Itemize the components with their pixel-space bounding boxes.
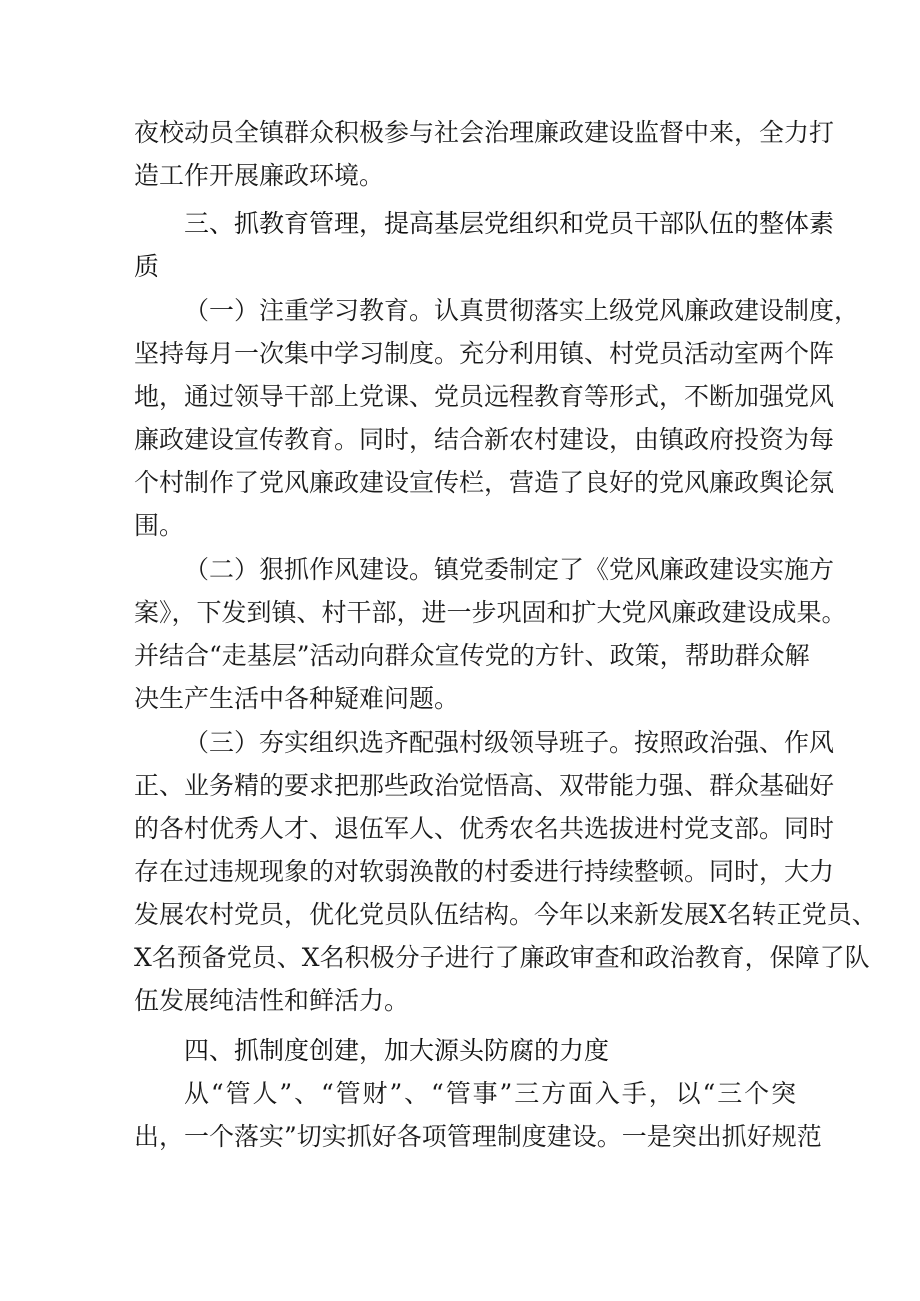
- paragraph-2-line-2: 案》，下发到镇、村干部，进一步巩固和扩大党风廉政建设成果。: [134, 598, 847, 627]
- paragraph-1-line-1: （一）注重学习教育。认真贯彻落实上级党风廉政建设制度，: [184, 296, 860, 325]
- paragraph-3-line-7: 伍发展纯洁性和鲜活力。: [134, 986, 410, 1015]
- paragraph-3-line-2: 正、业务精的要求把那些政治觉悟高、双带能力强、群众基础好: [134, 771, 835, 800]
- paragraph-3-line-1: （三）夯实组织选齐配强村级领导班子。按照政治强、作风: [184, 728, 835, 757]
- paragraph-3-line-3: 的各村优秀人才、退伍军人、优秀农名共选拔进村党支部。同时: [134, 814, 835, 843]
- section-heading-3-line-1: 三、抓教育管理，提高基层党组织和党员干部队伍的整体素: [184, 209, 835, 238]
- section-heading-3-line-2: 质: [134, 252, 160, 281]
- paragraph-3-line-4: 存在过违规现象的对软弱涣散的村委进行持续整顿。同时，大力: [134, 857, 835, 886]
- paragraph-2-line-3: 并结合“走基层”活动向群众宣传党的方针、政策，帮助群众解: [134, 641, 810, 670]
- section-heading-4: 四、抓制度创建，加大源头防腐的力度: [184, 1036, 610, 1065]
- paragraph-1-line-5: 个村制作了党风廉政建设宣传栏，营造了良好的党风廉政舆论氛: [134, 468, 835, 497]
- paragraph-2-line-1: （二）狠抓作风建设。镇党委制定了《党风廉政建设实施方: [184, 555, 835, 584]
- paragraph-3-line-6: X名预备党员、X名积极分子进行了廉政审查和政治教育，保障了队: [134, 943, 870, 972]
- paragraph-2-line-4: 决生产生活中各种疑难问题。: [134, 684, 460, 713]
- paragraph-3-line-5: 发展农村党员，优化党员队伍结构。今年以来新发展X名转正党员、: [134, 900, 877, 929]
- paragraph-1-line-3: 地，通过领导干部上党课、党员远程教育等形式，不断加强党风: [134, 382, 835, 411]
- paragraph-4-line-2: 出，一个落实”切实抓好各项管理制度建设。一是突出抓好规范: [134, 1122, 822, 1151]
- paragraph-1-line-2: 坚持每月一次集中学习制度。充分利用镇、村党员活动室两个阵: [134, 339, 835, 368]
- paragraph-4-line-1: 从“管人”、“管财”、“管事”三方面入手，以“三个突: [184, 1079, 796, 1108]
- paragraph-intro-line-2: 造工作开展廉政环境。: [134, 161, 385, 190]
- paragraph-1-line-4: 廉政建设宣传教育。同时，结合新农村建设，由镇政府投资为每: [134, 425, 835, 454]
- paragraph-intro-line-1: 夜校动员全镇群众积极参与社会治理廉政建设监督中来，全力打: [134, 118, 835, 147]
- paragraph-1-line-6: 围。: [134, 511, 185, 540]
